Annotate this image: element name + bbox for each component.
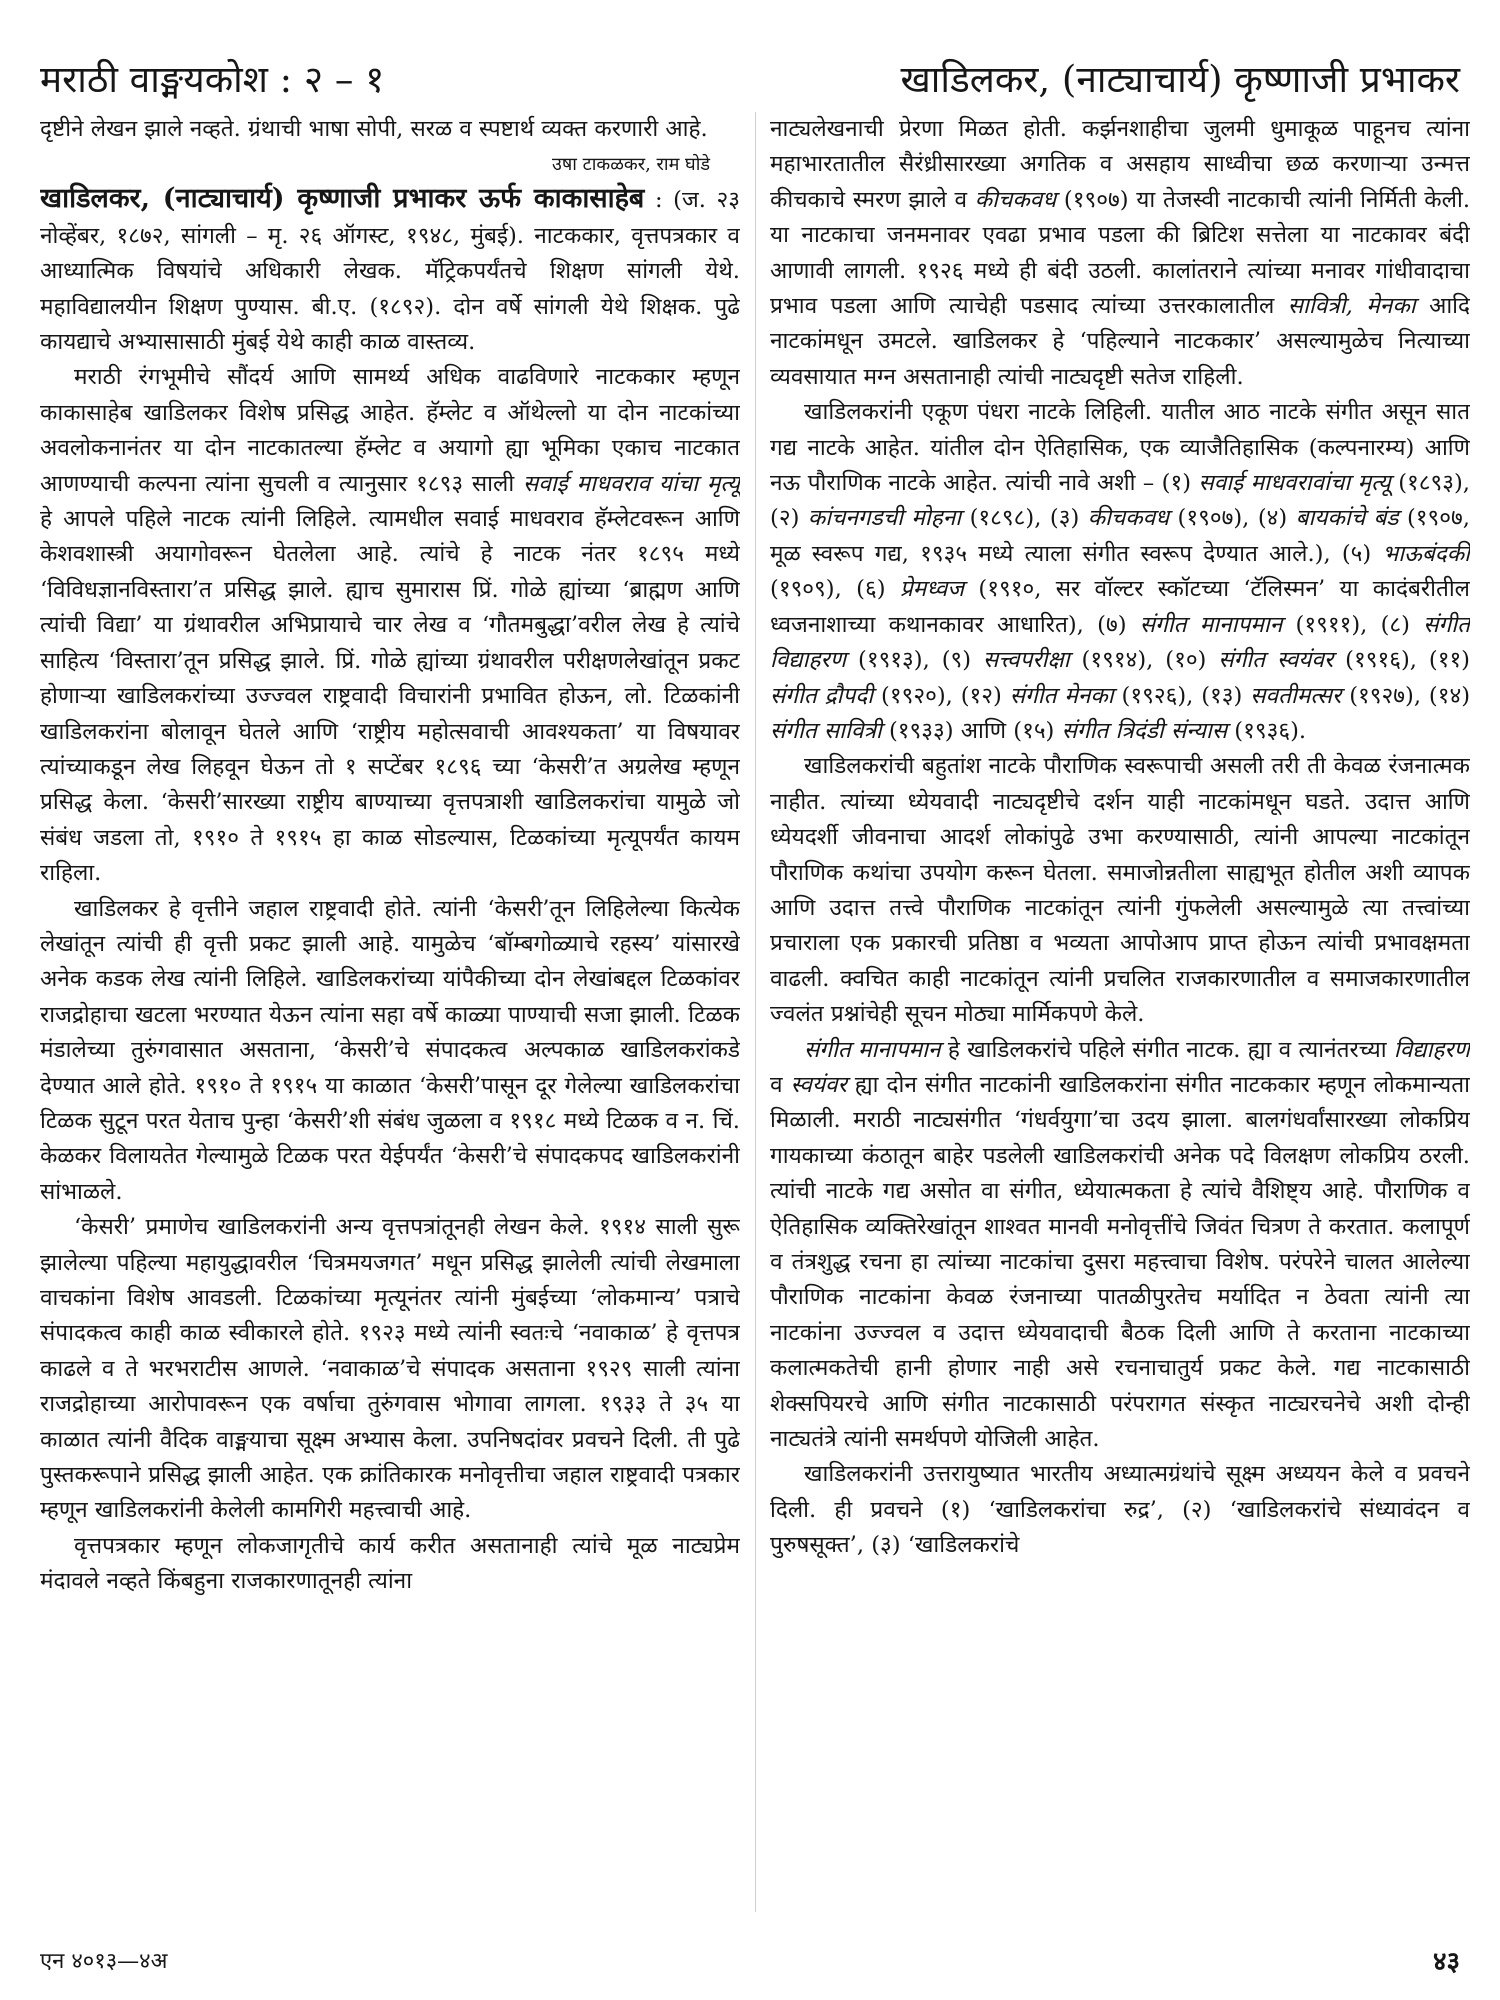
play-title: कांचनगडची मोहना: [807, 505, 962, 532]
play-detail: (१९२०),: [881, 682, 953, 709]
play-title: भाऊबंदकी: [1382, 540, 1470, 567]
play-list-item: [961, 683, 1194, 709]
play-number: (१०): [1165, 647, 1207, 674]
paragraph-text: नाट्यलेखनाची प्रेरणा मिळत होती. कर्झनशाहीचा जुलमी धुमाकूळ पाहूनच त्यांना महाभारतातील सैरंध्रीसारख्या अगतिक व असहाय साध्वीचा छळ करणाऱ्या उन्मत्त कीचकाचे स्मरण झाले व: [770, 116, 1470, 213]
plays-list: [770, 470, 1470, 744]
play-list-item: [770, 505, 1041, 531]
previous-entry-byline: उषा टाकळकर, राम घोडे: [552, 154, 710, 176]
page-footer: [40, 1940, 1460, 1980]
paragraph: वृत्तपत्रकार म्हणून लोकजागृतीचे कार्य करीत असतानाही त्यांचे मूळ नाट्यप्रेम मंदावले नव्हते किंबहुना राजकारणातूनही त्यांना: [40, 1532, 740, 1595]
paragraph-text: (१९०७) या तेजस्वी नाटकाची त्यांनी निर्मिती केली. या नाटकाचा जनमनावर एवढा प्रभाव पडला की ब्रिटिश सत्तेला या नाटकावर बंदी आणावी लागली. १९२६ मध्ये ही बंदी उठली. कालांतराने त्यांच्या मनावर गांधीवादाचा प्रभाव पडला आणि त्याचेही पडसाद त्यांच्या उत्तरकालातील: [770, 186, 1470, 320]
header-entry-title: खाडिलकर, (नाट्याचार्य) कृष्णाजी प्रभाकर: [900, 58, 1460, 102]
play-title: संगीत सावित्री: [770, 717, 882, 744]
paragraph: ‘केसरी’ प्रमाणेच खाडिलकरांनी अन्य वृत्तपत्रांतूनही लेखन केले. १९१४ साली सुरू झालेल्या पहिल्या महायुद्धावरील ‘चित्रमयजगत’ मधून प्रसिद्ध झालेली त्यांची लेखमाला वाचकांना विशेष आवडली. टिळकांच्या मृत्यूनंतर त्यांनी मुंबईच्या ‘लोकमान्य’ पत्राचे संपादकत्व काही काळ स्वीकारले होते. १९२३ मध्ये त्यांनी स्वतःचे ‘नवाकाळ’ हे वृत्तपत्र काढले व ते भरभराटीस आणले. ‘नवाकाळ’चे संपादक असताना १९२९ साली त्यांना राजद्रोहाच्या आरोपावरून एक वर्षाचा तुरुंगवास भोगावा लागला. १९३३ ते ३५ या काळात त्यांनी वैदिक वाङ्मयाचा सूक्ष्म अभ्यास केला. उपनिषदांवर प्रवचने दिली. ती पुढे पुस्तकरूपाने प्रसिद्ध झाली आहेत. एक क्रांतिकारक मनोवृत्तीचा जहाल राष्ट्रवादी पत्रकार म्हणून खाडिलकरांनी केलेली कामगिरी महत्त्वाची आहे.: [40, 1214, 740, 1524]
play-number: (१२): [960, 682, 1002, 709]
play-detail: (१८९३),: [1398, 470, 1470, 497]
play-detail: (१९३६).: [1234, 717, 1307, 744]
paragraph-text: खाडिलकरांनी एकूण पंधरा नाटके लिहिली. यातील आठ नाटके संगीत असून सात गद्य नाटके आहेत. यांतील दोन ऐतिहासिक, एक व्याजैतिहासिक (कल्पनारम्य) आणि नऊ पौराणिक नाटके आहेत. त्यांची नावे अशी –: [770, 399, 1470, 497]
paragraph: खाडिलकरांची बहुतांश नाटके पौराणिक स्वरूपाची असली तरी ती केवळ रंजनात्मक नाहीत. त्यांच्या ध्येयवादी नाट्यदृष्टीचे दर्शन याही नाटकांमधून घडते. उदात्त आणि ध्येयदर्शी जीवनाचा आदर्श लोकांपुढे उभा करण्यासाठी, त्यांनी आपल्या नाटकांतून पौराणिक कथांचा उपयोग करून घेतला. समाजोन्नतीला साह्यभूत होतील अशी व्यापक आणि उदात्त तत्त्वे पौराणिक नाटकांतून त्यांनी गुंफलेली असल्यामुळे त्या तत्त्वांच्या प्रचाराला एक प्रकारची प्रतिष्ठा व भव्यता आपोआप प्राप्त होऊन त्यांची प्रभावक्षमता वाढली. क्वचित काही नाटकांतून त्यांनी प्रचलित राजकारणातील व समाजकारणातील ज्वलंत प्रश्नांचेही सूचन मोठ्या मार्मिकपणे केले.: [770, 753, 1470, 1028]
play-title: सवतीमत्सर: [1250, 682, 1342, 709]
paragraph-text: मराठी रंगभूमीचे सौंदर्य आणि सामर्थ्य अधिक वाढविणारे नाटककार म्हणून काकासाहेब खाडिलकर विशेष प्रसिद्ध आहेत. हॅम्लेट व ऑथेल्लो या दोन नाटकांच्या अवलोकनानंतर या दोन नाटकातल्या हॅम्लेट व अयागो ह्या भूमिका एकाच नाटकात आणण्याची कल्पना त्यांना सुचली व त्यानुसार १८९३ साली: [40, 364, 740, 497]
play-title: संगीत मानापमान: [804, 1036, 941, 1063]
play-detail: (१९२६),: [1121, 682, 1194, 709]
play-title: संगीत विद्याहरण: [770, 611, 1470, 674]
entry-intro-text: : (ज. २३ नोव्हेंबर, १८७२, सांगली – मृ. २६ ऑगस्ट, १९४८, मुंबई). नाटककार, वृत्तपत्रकार व आध्यात्मिक विषयांचे अधिकारी लेखक. मॅट्रिकपर्यंतचे शिक्षण सांगली येथे. महाविद्यालयीन शिक्षण पुण्यास. बी.ए. (१८९२). दोन वर्षे सांगली येथे शिक्षक. पुढे कायद्याचे अभ्यासासाठी मुंबई येथे काही काळ वास्तव्य.: [40, 187, 740, 356]
print-code: एन ४०१३—४अ: [40, 1949, 168, 1974]
play-number: (६): [856, 576, 886, 603]
play-title: संगीत मानापमान: [1139, 611, 1283, 638]
play-title: कीचकवध: [1087, 505, 1170, 532]
play-title: बायकांचे बंड: [1295, 505, 1399, 532]
play-title: संगीत द्रौपदी: [770, 682, 874, 709]
play-detail: (१९२७),: [1349, 682, 1422, 709]
previous-entry-continuation: दृष्टीने लेखन झाले नव्हते. ग्रंथाची भाषा सोपी, सरळ व स्पष्टार्थ व्यक्त करणारी आहे.: [40, 116, 708, 142]
left-column: [40, 112, 740, 1912]
entry-intro: [40, 181, 740, 360]
play-number: (५): [1341, 540, 1372, 567]
paragraph: [770, 1033, 1470, 1458]
play-number: (९): [941, 647, 972, 674]
play-title: सवाई माधवरावांचा मृत्यू: [1198, 470, 1391, 497]
play-detail: (१९१०, सर वॉल्टर स्कॉटच्या ‘टॅलिस्मन’ या कादंबरीतील ध्वजनाशाच्या कथानकावर आधारित),: [770, 576, 1470, 638]
play-number: (७): [1097, 611, 1127, 638]
play-list-item: [1201, 683, 1421, 709]
plays-paragraph: [770, 395, 1470, 749]
running-header: [40, 42, 1460, 102]
entry-heading: खाडिलकर, (नाट्याचार्य) कृष्णाजी प्रभाकर ऊर्फ काकासाहेब: [40, 183, 645, 215]
play-number: (१५): [1013, 717, 1055, 744]
play-detail: (१९३३): [888, 717, 954, 744]
play-detail: (१९१३),: [858, 647, 930, 674]
play-title: संगीत त्रिदंडी संन्यास: [1061, 717, 1228, 744]
play-list-item: [1097, 612, 1367, 638]
play-detail: (१९११),: [1295, 611, 1368, 638]
paragraph-text: ह्या दोन संगीत नाटकांनी खाडिलकरांना संगीत नाटककार म्हणून लोकमान्यता मिळाली. मराठी नाट्यसंगीत ‘गंधर्वयुगा’चा उदय झाला. बालगंधर्वांसारख्या लोकप्रिय गायकाच्या कंठातून बाहेर पडलेली खाडिलकरांची अनेक पदे विलक्षण लोकप्रिय ठरली. त्यांची नाटके गद्य असोत वा संगीत, ध्येयात्मकता हे त्यांचे वैशिष्ट्य आहे. पौराणिक व ऐतिहासिक व्यक्तिरेखांतून शाश्वत मानवी मनोवृत्तींचे जिवंत चित्रण ते करतात. कलापूर्ण व तंत्रशुद्ध रचना हा त्यांच्या नाटकांचा दुसरा महत्त्वाचा विशेष. परंपरेने चालत आलेल्या पौराणिक नाटकांना केवळ रंजनाच्या पातळीपुरतेच मर्यादित न ठेवता त्यांनी त्या नाटकांना उज्ज्वल व उदात्त ध्येयवादाची बैठक दिली आणि ते करताना नाटकाच्या कलात्मकतेची हानी होणार नाही असे रचनाचातुर्य प्रकट केले. गद्य नाटकासाठी शेक्सपियरचे आणि संगीत नाटकासाठी परंपरागत संस्कृत नाट्यरचनेचे अशी दोन्ही नाट्यतंत्रे त्यांनी समर्थपणे योजिली आहेत.: [770, 1071, 1470, 1453]
play-number: (११): [1428, 647, 1470, 674]
play-list-item: [1162, 470, 1470, 496]
paragraph-text: आदि नाटकांमधून उमटले. खाडिलकर हे ‘पहिल्याने नाटककार’ असल्यामुळेच नित्याच्या व्यवसायात मग्न असतानाही त्यांची नाट्यदृष्टी सतेज राहिली.: [770, 293, 1470, 390]
paragraph: [40, 360, 740, 891]
play-number: (८): [1380, 611, 1410, 638]
play-title: स्वयंवर: [790, 1071, 847, 1098]
play-detail: (१९०७),: [1177, 505, 1250, 532]
paragraph-text: व: [770, 1071, 783, 1098]
play-number: (४): [1257, 505, 1288, 532]
column-divider: [755, 112, 756, 1912]
play-detail: (१९०७, मूळ स्वरूप गद्य, १९३५ मध्ये त्याला संगीत स्वरूप देण्यात आले.),: [770, 505, 1470, 567]
play-detail: (१९१४),: [1081, 647, 1154, 674]
play-title: संगीत मेनका: [1009, 682, 1114, 709]
play-number: (२): [770, 505, 800, 532]
play-number: (१): [1161, 470, 1192, 497]
play-title: संगीत स्वयंवर: [1218, 647, 1334, 674]
play-title: कीचकवध: [974, 186, 1057, 213]
play-number: (१३): [1201, 682, 1243, 709]
right-column: [770, 112, 1470, 1912]
paragraph: खाडिलकरांनी उत्तरायुष्यात भारतीय अध्यात्मग्रंथांचे सूक्ष्म अध्ययन केले व प्रवचने दिली. ही प्रवचने (१) ‘खाडिलकरांचा रुद्र’, (२) ‘खाडिलकरांचे संध्यावंदन व पुरुषसूक्त’, (३) ‘खाडिलकरांचे: [770, 1461, 1470, 1559]
play-title: प्रेमध्वज: [899, 576, 965, 603]
play-number: (३): [1049, 505, 1080, 532]
header-volume-title: मराठी वाङ्मयकोश : २ – १: [40, 58, 385, 102]
play-title: सावित्री, मेनका: [1287, 293, 1416, 320]
play-detail: (१९१६),: [1345, 647, 1417, 674]
page-number: ४३: [1432, 1947, 1460, 1977]
play-list-item: [942, 647, 1154, 673]
paragraph-text: हे आपले पहिले नाटक त्यांनी लिहिले. त्यामधील सवाई माधवराव हॅम्लेटवरून आणि केशवशास्त्री अयागोवरून घेतलेला आहे. त्यांचे हे नाटक नंतर १८९५ मध्ये ‘विविधज्ञानविस्तारा’त प्रसिद्ध झाले. ह्याच सुमारास प्रिं. गोळे ह्यांच्या ‘ब्राह्मण आणि त्यांची विद्या’ या ग्रंथावरील अभिप्रायाचे चार लेख व ‘गौतमबुद्धा’वरील लेख हे त्यांचे साहित्य ‘विस्तारा’तून प्रसिद्ध झाले. प्रिं. गोळे ह्यांच्या ग्रंथावरील परीक्षणलेखांतून प्रकट होणाऱ्या खाडिलकरांच्या उज्ज्वल राष्ट्रवादी विचारांनी प्रभावित होऊन, लो. टिळकांनी खाडिलकरांना बोलावून घेतले आणि ‘राष्ट्रीय महोत्सवाची आवश्यकता’ या विषयावर त्यांच्याकडून लेख लिहवून घेऊन तो १ सप्टेंबर १८९६ च्या ‘केसरी’त अग्रलेख म्हणून प्रसिद्ध केला. ‘केसरी’सारख्या राष्ट्रीय बाण्याच्या वृत्तपत्राशी खाडिलकरांचा यामुळे जो संबंध जडला तो, १९१० ते १९१५ हा काळ सोडल्यास, टिळकांच्या मृत्यूपर्यंत कायम राहिला.: [40, 506, 740, 887]
play-title: सवाई माधवराव यांचा मृत्यू: [523, 470, 740, 497]
play-title: सत्त्वपरीक्षा: [983, 647, 1070, 674]
play-detail: (१८९८),: [969, 505, 1042, 532]
play-title: विद्याहरण: [1393, 1036, 1470, 1063]
play-list-item: [1013, 718, 1306, 744]
plays-conjunction: आणि: [960, 717, 1007, 744]
play-list-item: [1050, 505, 1249, 531]
play-list-item: [1165, 647, 1417, 673]
paragraph-text: हे खाडिलकरांचे पहिले संगीत नाटक. ह्या व त्यानंतरच्या: [947, 1036, 1387, 1063]
paragraph: खाडिलकर हे वृत्तीने जहाल राष्ट्रवादी होते. त्यांनी ‘केसरी’तून लिहिलेल्या कित्येक लेखांतून त्यांची ही वृत्ती प्रकट झाली आहे. यामुळेच ‘बॉम्बगोळ्याचे रहस्य’ यांसारखे अनेक कडक लेख त्यांनी लिहिले. खाडिलकरांच्या यांपैकीच्या दोन लेखांबद्दल टिळकांवर राजद्रोहाचा खटला भरण्यात येऊन त्यांना सहा वर्षे काळ्या पाण्याची सजा झाली. टिळक मंडालेच्या तुरुंगवासात असताना, ‘केसरी’चे संपादकत्व अल्पकाळ खाडिलकरांकडे देण्यात आले होते. १९१० ते १९१५ या काळात ‘केसरी’पासून दूर गेलेल्या खाडिलकरांचा टिळक सुटून परत येताच पुन्हा ‘केसरी’शी संबंध जुळला व १९१८ मध्ये टिळक व न. चिं. केळकर विलायतेत गेल्यामुळे टिळक परत येईपर्यंत ‘केसरी’चे संपादकपद खाडिलकरांनी सांभाळले.: [40, 895, 740, 1205]
play-number: (१४): [1428, 682, 1470, 709]
play-detail: (१९०९),: [770, 576, 842, 603]
paragraph: [770, 112, 1470, 395]
